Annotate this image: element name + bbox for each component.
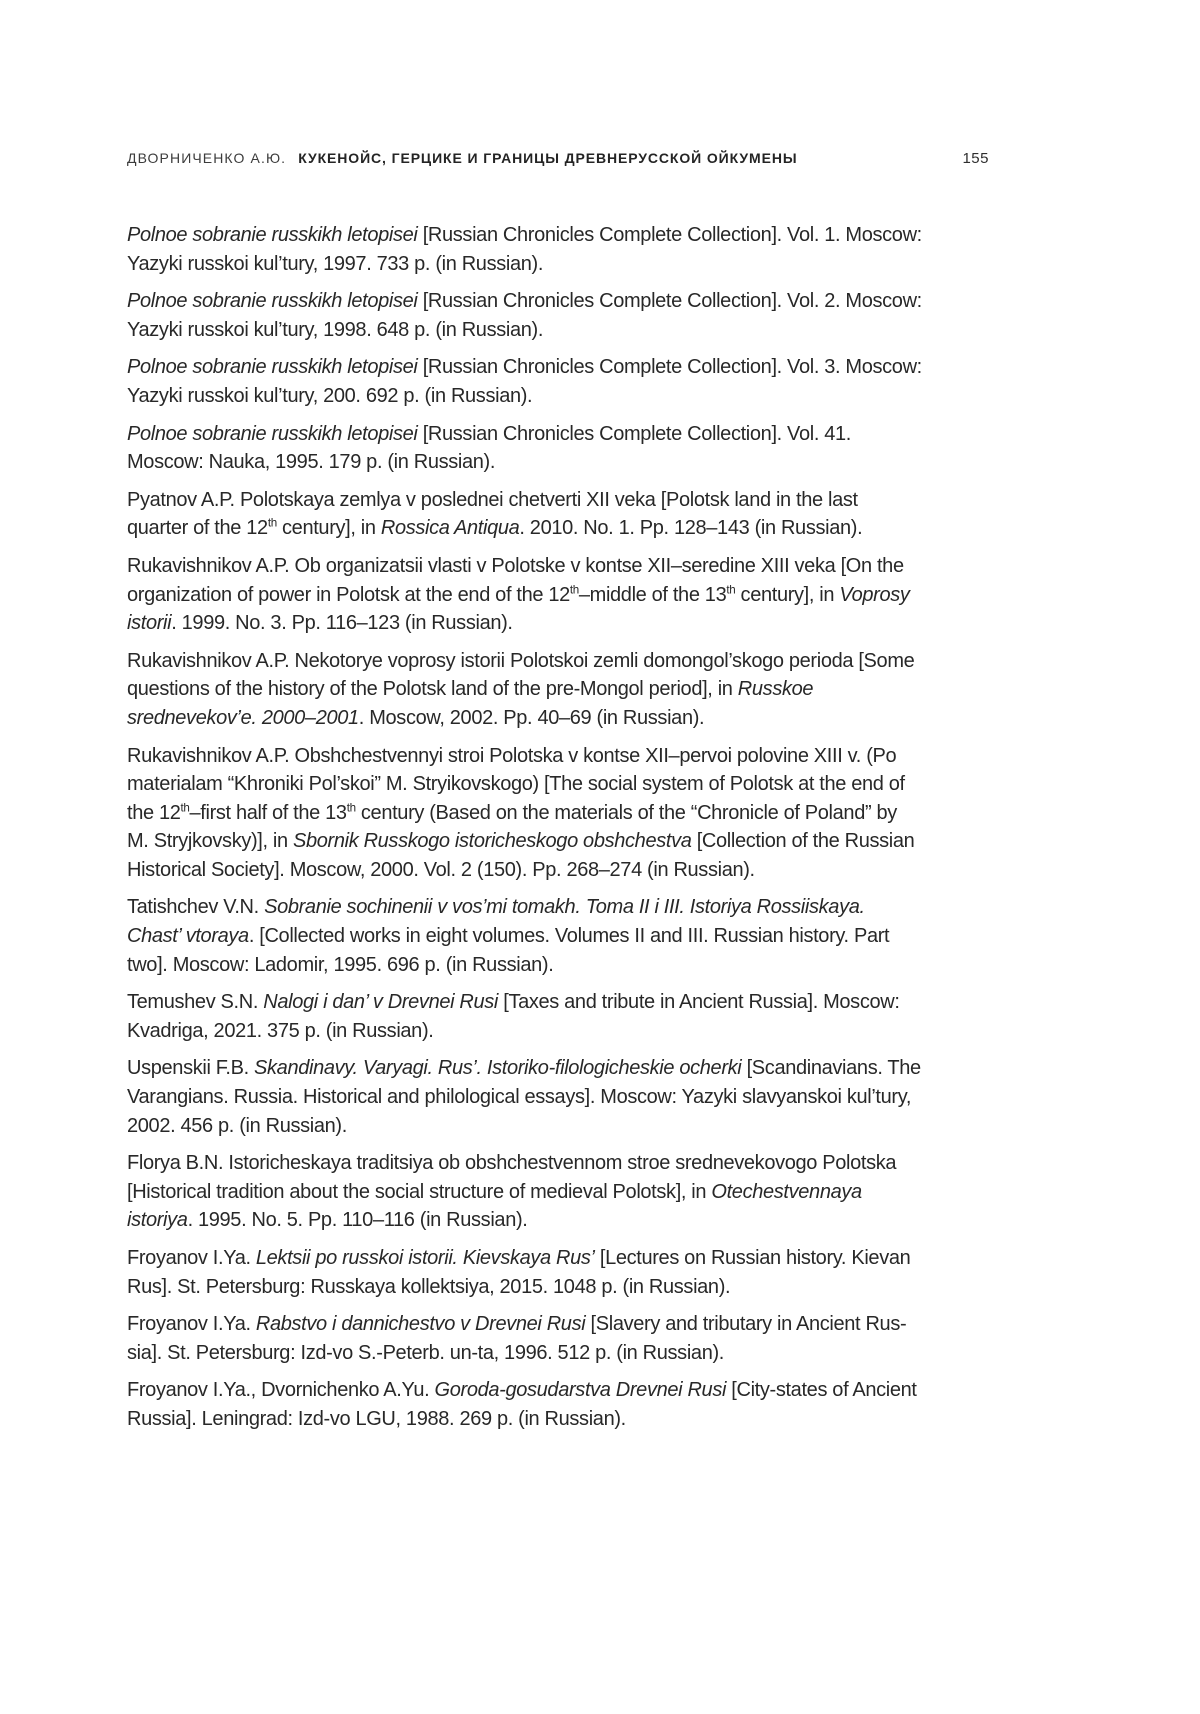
ordinal-superscript: th — [267, 516, 277, 530]
reference-text: . 2010. No. 1. Pp. 128–143 (in Russian). — [519, 517, 863, 540]
reference-text: [City-states of Ancient Russia]. Leningrad: Izd-vo LGU, 1988. 269 p. (in Russian). — [127, 1379, 917, 1430]
reference-entry — [127, 1310, 922, 1367]
reference-title-italic: Polnoe sobranie russkikh letopisei — [127, 356, 418, 379]
reference-text: Florya B.N. Istoricheskaya traditsiya ob obshchestvennom stroe srednevekovogo Polotska [Historical tradition about the social structure of medieval Polotsk], in — [127, 1152, 897, 1203]
running-head-author: ДВОРНИЧЕНКО А.Ю. — [127, 150, 287, 166]
reference-title-italic: Rabstvo i dannichestvo v Drevnei Rusi — [255, 1313, 586, 1336]
reference-entry — [127, 1244, 922, 1301]
reference-entry — [127, 988, 922, 1045]
running-head — [127, 150, 797, 166]
reference-text: Tatishchev V.N. — [127, 896, 265, 919]
reference-title-italic: Otechestvennaya istoriya — [127, 1180, 862, 1232]
reference-text: [Lectures on Russian history. Kievan Rus]. St. Petersburg: Russkaya kollektsiya, 2015. 1048 p. (in Russian). — [127, 1247, 911, 1298]
reference-entry — [127, 353, 922, 410]
reference-entry — [127, 287, 922, 344]
reference-title-italic: Russkoe srednevekov’e. 2000–2001 — [127, 678, 814, 729]
reference-title-italic: Sbornik Russkogo istoricheskogo obshchestva — [293, 830, 692, 853]
reference-text: Uspenskii F.B. — [127, 1057, 255, 1080]
reference-text: Rukavishnikov A.P. Ob organizatsii vlasti v Polotske v kontse XII–seredine XIII veka [On the organization of power in Polotsk at the end of the 12 — [127, 554, 904, 606]
reference-text: Froyanov I.Ya., Dvornichenko A.Yu. — [127, 1379, 435, 1402]
reference-entry — [127, 552, 922, 638]
reference-text: century (Based on the materials of the “Chronicle of Poland” by M. Stryjkovsky)], in — [127, 801, 897, 853]
reference-entry — [127, 420, 922, 477]
reference-entry — [127, 1376, 922, 1433]
reference-text: –middle of the 13 — [578, 583, 727, 606]
reference-entry — [127, 221, 922, 278]
reference-text: century], in — [276, 517, 381, 540]
reference-text: Froyanov I.Ya. — [127, 1247, 256, 1269]
reference-entry — [127, 1149, 922, 1235]
reference-title-italic: Polnoe sobranie russkikh letopisei — [127, 422, 418, 445]
reference-text: Temushev S.N. — [127, 991, 264, 1014]
reference-title-italic: Skandinavy. Varyagi. Rus’. Istoriko-filologicheskie ocherki — [254, 1057, 742, 1080]
reference-text: . [Collected works in eight volumes. Volumes II and III. Russian history. Part two]. Moscow: Ladomir, 1995. 696 p. (in Russian). — [127, 925, 890, 976]
ordinal-superscript: th — [726, 582, 736, 596]
ordinal-superscript: th — [569, 582, 579, 596]
reference-title-italic: Nalogi i dan’ v Drevnei Rusi — [263, 991, 499, 1014]
running-head-title: КУКЕНОЙС, ГЕРЦИКЕ И ГРАНИЦЫ ДРЕВНЕРУССКОЙ ОЙКУМЕНЫ — [298, 150, 798, 166]
reference-entry — [127, 647, 922, 733]
reference-text: –first half of the 13 — [189, 801, 347, 824]
reference-entry — [127, 893, 922, 979]
reference-text: [Russian Chronicles Complete Collection]. Vol. 3. Moscow: Yazyki russkoi kul’tury, 200. 692 p. (in Russian). — [127, 356, 922, 407]
reference-text: [Slavery and tributary in Ancient Russia]. St. Petersburg: Izd-vo S.-Peterb. un-ta, 1996. 512 p. (in Russian). — [127, 1313, 907, 1364]
reference-text: [Collection of the Russian Historical Society]. Moscow, 2000. Vol. 2 (150). Pp. 268–274 (in Russian). — [127, 830, 915, 881]
ordinal-superscript: th — [180, 801, 190, 815]
reference-title-italic: Polnoe sobranie russkikh letopisei — [127, 290, 418, 313]
reference-text: century], in — [735, 583, 840, 606]
reference-entry — [127, 486, 922, 543]
reference-text: Rukavishnikov A.P. Nekotorye voprosy istorii Polotskoi zemli domongol’skogo perioda [Some questions of the history of the Polotsk land of the pre-Mongol period], in — [127, 649, 915, 701]
reference-text: [Russian Chronicles Complete Collection]. Vol. 41. Moscow: Nauka, 1995. 179 p. (in Russian). — [127, 422, 851, 474]
reference-text: . Moscow, 2002. Pp. 40–69 (in Russian). — [358, 706, 705, 729]
reference-text: [Russian Chronicles Complete Collection]. Vol. 1. Moscow: Yazyki russkoi kul’tury, 1997. 733 p. (in Russian). — [127, 224, 922, 275]
references-list — [127, 221, 922, 1443]
reference-text: Rukavishnikov A.P. Obshchestvennyi stroi Polotska v kontse XII–pervoi polovine XIII v. (Po materialam “Khroniki Pol’skoi” M. Stryikovskogo) [The social system of Polotsk at the end of the 12 — [127, 744, 905, 824]
page-header — [127, 150, 989, 167]
reference-text: Froyanov I.Ya. — [127, 1313, 256, 1336]
reference-title-italic: Lektsii po russkoi istorii. Kievskaya Rus’ — [255, 1247, 595, 1269]
reference-title-italic: Polnoe sobranie russkikh letopisei — [127, 224, 418, 246]
reference-title-italic: Rossica Antiqua — [380, 517, 520, 540]
reference-text: [Russian Chronicles Complete Collection]. Vol. 2. Moscow: Yazyki russkoi kul’tury, 1998. 648 p. (in Russian). — [127, 290, 922, 341]
reference-text: . 1995. No. 5. Pp. 110–116 (in Russian). — [187, 1209, 528, 1232]
reference-entry — [127, 1054, 922, 1140]
reference-text: [Scandinavians. The Varangians. Russia. Historical and philological essays]. Moscow: Yazyki slavyanskoi kul’tury, 2002. 456 p. (in Russian). — [127, 1057, 921, 1137]
page-number: 155 — [962, 150, 989, 167]
reference-title-italic: Goroda-gosudarstva Drevnei Rusi — [434, 1379, 727, 1402]
reference-text: . 1999. No. 3. Pp. 116–123 (in Russian). — [171, 612, 513, 635]
reference-text: [Taxes and tribute in Ancient Russia]. Moscow: Kvadriga, 2021. 375 p. (in Russian). — [127, 991, 900, 1042]
reference-text: Pyatnov A.P. Polotskaya zemlya v poslednei chetverti XII veka [Polotsk land in the last quarter of the 12 — [127, 488, 858, 540]
ordinal-superscript: th — [346, 801, 356, 815]
reference-entry — [127, 742, 922, 885]
reference-title-italic: Sobranie sochinenii v vos’mi tomakh. Toma II i III. Istoriya Rossiiskaya. Chast’ vtoraya — [127, 896, 865, 948]
reference-title-italic: Voprosy istorii — [127, 583, 910, 635]
